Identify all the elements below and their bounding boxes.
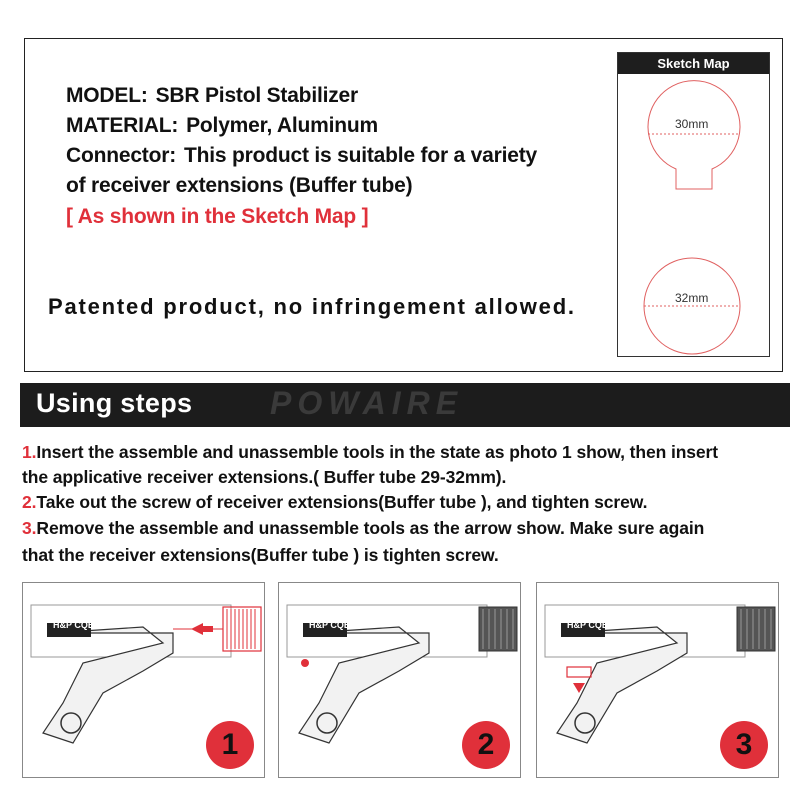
brand-label-1: H&P CQB xyxy=(53,620,95,630)
photo-1-badge: 1 xyxy=(206,721,254,769)
step-1-line-2: the applicative receiver extensions.( Buffer tube 29-32mm). xyxy=(22,467,507,487)
step-2-number: 2. xyxy=(22,492,37,512)
model-value: SBR Pistol Stabilizer xyxy=(155,84,358,107)
material-line xyxy=(66,114,378,138)
connector-label: Connector: xyxy=(66,144,176,167)
material-value: Polymer, Aluminum xyxy=(186,114,378,137)
step-3-line-2: that the receiver extensions(Buffer tube ) is tighten screw. xyxy=(22,545,499,565)
brand-watermark: POWAIRE xyxy=(270,385,464,421)
sketch-map-title: Sketch Map xyxy=(618,53,769,74)
dim-label-32mm: 32mm xyxy=(675,291,709,305)
model-label: MODEL: xyxy=(66,84,148,107)
step-1 xyxy=(22,442,718,463)
step-2-text: Take out the screw of receiver extensions(Buffer tube ), and tighten screw. xyxy=(36,492,648,512)
photo-3-badge: 3 xyxy=(720,721,768,769)
photo-2-badge: 2 xyxy=(462,721,510,769)
model-line xyxy=(66,84,358,108)
photo-2 xyxy=(278,582,521,778)
banner-title: Using steps xyxy=(36,388,193,418)
sketch-map xyxy=(617,52,770,357)
connector-30mm-shape xyxy=(648,81,740,189)
dim-label-30mm: 30mm xyxy=(675,117,709,131)
step-3 xyxy=(22,518,704,539)
connector-value: This product is suitable for a variety xyxy=(184,144,537,167)
step-2 xyxy=(22,492,647,513)
photo-1 xyxy=(22,582,265,778)
step-1-text: Insert the assemble and unassemble tools in the state as photo 1 show, then insert xyxy=(36,442,718,462)
material-label: MATERIAL: xyxy=(66,114,179,137)
photo-3 xyxy=(536,582,779,778)
connector-line-2: of receiver extensions (Buffer tube) xyxy=(66,174,413,197)
sketch-note: [ As shown in the Sketch Map ] xyxy=(66,205,369,228)
using-steps-banner xyxy=(20,383,790,427)
brand-label-3: H&P CQB xyxy=(567,620,609,630)
step-3-text: Remove the assemble and unassemble tools as the arrow show. Make sure again xyxy=(36,518,705,538)
connector-line xyxy=(66,144,537,168)
step-3-number: 3. xyxy=(22,518,37,538)
patent-notice: Patented product, no infringement allowed. xyxy=(48,294,576,319)
brand-label-2: H&P CQB xyxy=(309,620,351,630)
step-1-number: 1. xyxy=(22,442,37,462)
